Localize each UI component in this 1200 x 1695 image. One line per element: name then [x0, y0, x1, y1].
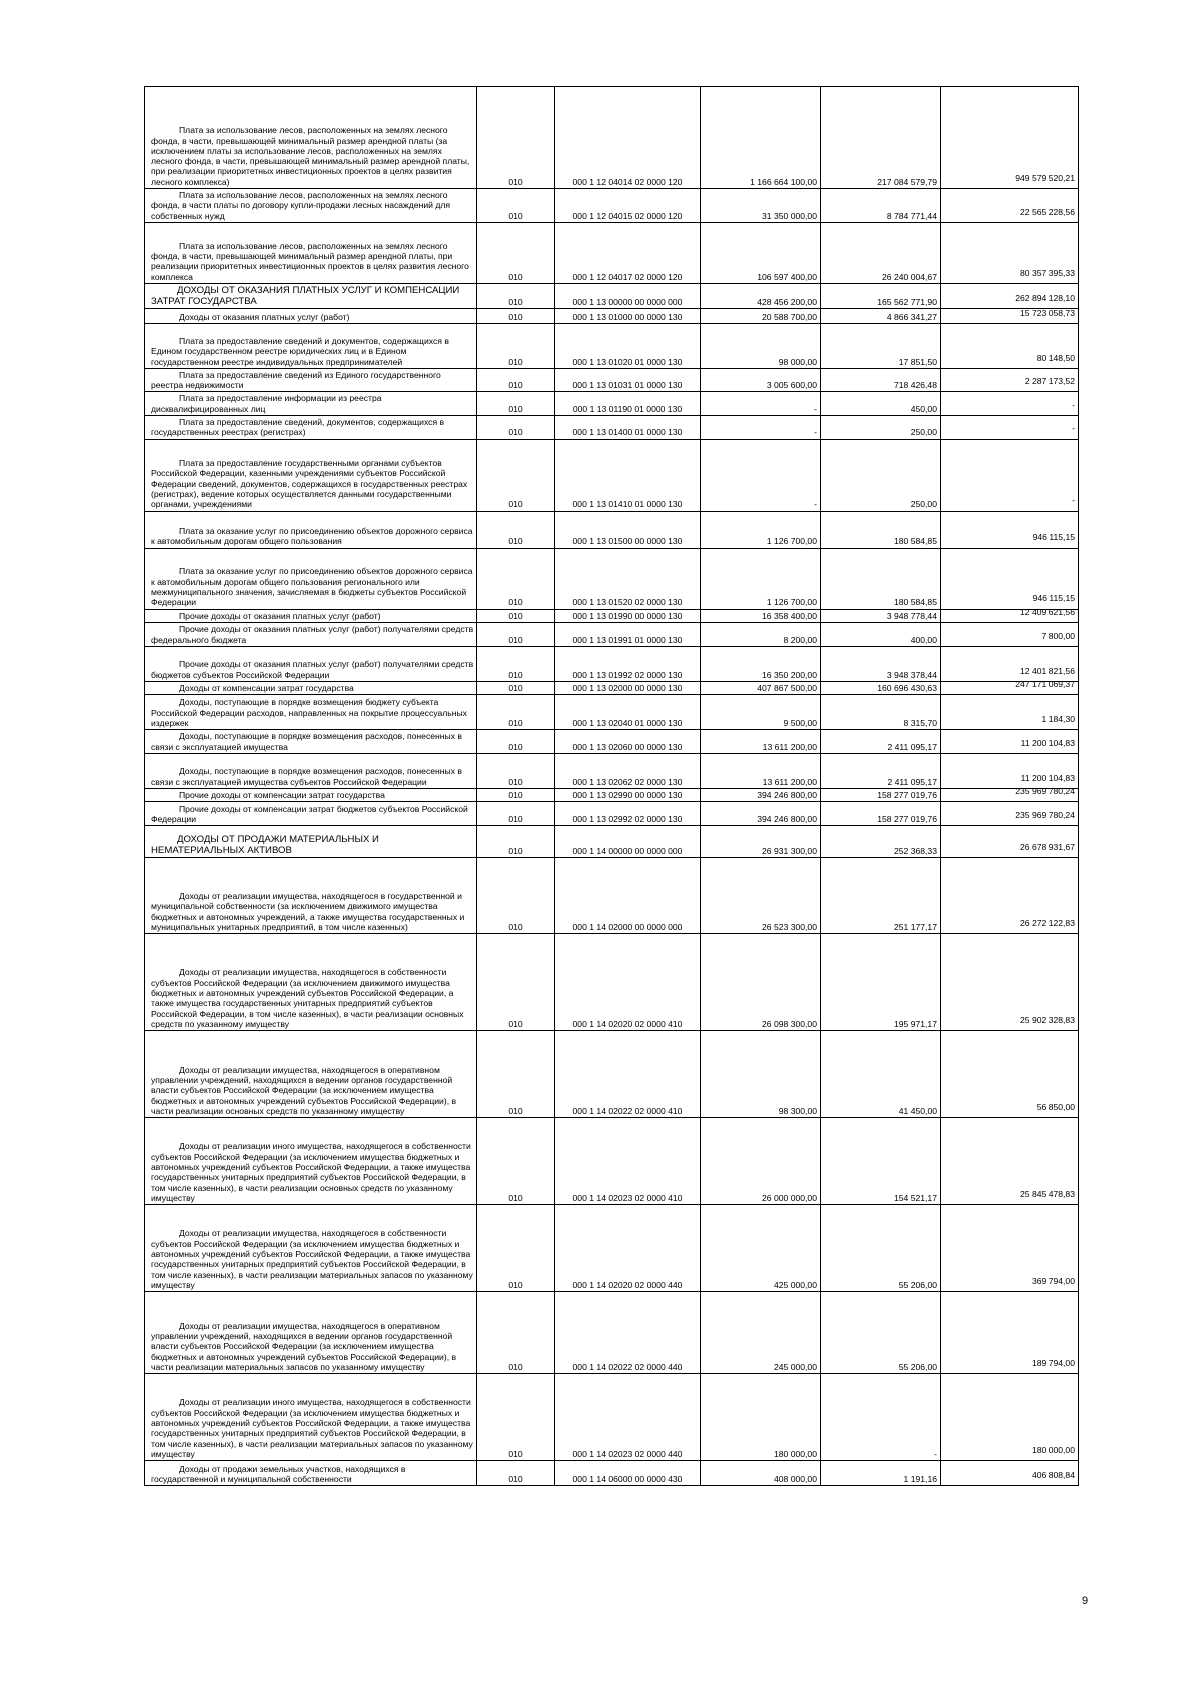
row-approved-amount: 1 166 664 100,00 [750, 176, 817, 187]
row-name: Доходы от реализации имущества, находящегося в оперативном управлении учреждений, находящихся в ведении органов государственной власти субъектов Российской Федерации (за исключением имущества бюджетных и автономных учреждений субъектов Российской Федерации), в части реализации материальных запасов по указанному имуществу [151, 1320, 457, 1372]
page-number: 9 [1082, 1595, 1089, 1607]
row-unexecuted-amount: 946 115,15 [1032, 593, 1075, 604]
row-name: Доходы, поступающие в порядке возмещения бюджету субъекта Российской Федерации расходов, направленных на покрытие процессуальных издержек [151, 697, 467, 728]
row-approved-amount: - [814, 427, 817, 438]
row-executed-amount: 250,00 [910, 427, 937, 438]
row-name: Прочие доходы от оказания платных услуг (работ) получателями средств бюджетов субъектов Российской Федерации [151, 659, 474, 680]
row-executed-amount: 158 277 019,76 [877, 813, 937, 824]
row-name: Плата за оказание услуг по присоединению объектов дорожного сервиса к автомобильным дорогам общего пользования [151, 526, 473, 547]
row-executed-amount: 41 450,00 [898, 1105, 937, 1116]
row-approved-amount: 1 126 700,00 [766, 597, 817, 608]
row-approved-amount: 13 611 200,00 [762, 776, 817, 787]
row-budget-code: 000 1 13 01520 02 0000 130 [572, 597, 683, 608]
row-approved-amount: 16 350 200,00 [762, 669, 817, 680]
row-unexecuted-amount: 262 894 128,10 [1015, 292, 1075, 303]
row-line-code: 010 [508, 634, 523, 645]
row-approved-amount: 428 456 200,00 [757, 296, 817, 307]
table-row [145, 439, 1079, 511]
table-row [145, 646, 1079, 681]
row-name: Плата за предоставление информации из реестра дисквалифицированных лиц [151, 393, 382, 414]
row-executed-amount: 217 084 579,79 [877, 176, 937, 187]
row-line-code: 010 [508, 499, 523, 510]
row-executed-amount: 718 426,48 [893, 380, 937, 391]
row-approved-amount: 26 523 300,00 [762, 921, 817, 932]
row-line-code: 010 [508, 1361, 523, 1372]
row-executed-amount: 55 206,00 [898, 1279, 937, 1290]
row-name: Доходы от продажи земельных участков, находящихся в государственной и муниципальной собственности [151, 1463, 406, 1484]
table-row [145, 1374, 1079, 1461]
table-row [145, 283, 1079, 308]
row-unexecuted-amount: 80 148,50 [1036, 352, 1075, 363]
row-line-code: 010 [508, 403, 523, 414]
row-line-code: 010 [508, 789, 523, 800]
budget-revenue-table [144, 86, 1078, 1486]
row-executed-amount: 1 191,16 [903, 1473, 937, 1484]
row-budget-code: 000 1 14 00000 00 0000 000 [572, 845, 683, 856]
row-budget-code: 000 1 14 02020 02 0000 440 [572, 1279, 683, 1290]
row-approved-amount: 26 931 300,00 [762, 845, 817, 856]
row-approved-amount: - [814, 499, 817, 510]
table-row [145, 1292, 1079, 1374]
row-name: Доходы от реализации имущества, находящегося в государственной и муниципальной собственности (за исключением движимого имущества бюджетных и автономных учреждений, а также имущества государственных и муниципальных унитарных предприятий, в том числе казенных) [151, 890, 465, 932]
row-name: Доходы, поступающие в порядке возмещения расходов, понесенных в связи с эксплуатацией имущества субъектов Российской Федерации [151, 766, 462, 787]
row-unexecuted-amount: 247 171 069,37 [1015, 678, 1075, 689]
row-executed-amount: 3 948 378,44 [886, 669, 937, 680]
row-line-code: 010 [508, 921, 523, 932]
table-row [145, 308, 1079, 323]
row-unexecuted-amount: 235 969 780,24 [1015, 809, 1075, 820]
row-approved-amount: 1 126 700,00 [766, 536, 817, 547]
row-line-code: 010 [508, 356, 523, 367]
row-unexecuted-amount: 26 678 931,67 [1020, 841, 1075, 852]
row-executed-amount: 3 948 778,44 [886, 610, 937, 621]
row-unexecuted-amount: 949 579 520,21 [1015, 172, 1075, 183]
table-row [145, 548, 1079, 609]
row-name: Плата за использование лесов, расположенных на землях лесного фонда, в части, превышающей минимальный размер арендной платы (за исключением платы за использование лесов, расположенных на землях лесного фонда, в части, превышающей минимальный размер арендной платы, при реализации приоритетных инвестиционных проектов в целях развития лесного комплекса) [151, 125, 470, 187]
table-row [145, 730, 1079, 754]
row-unexecuted-amount: 25 902 328,83 [1020, 1014, 1075, 1025]
row-line-code: 010 [508, 427, 523, 438]
row-name: Прочие доходы от компенсации затрат бюджетов субъектов Российской Федерации [151, 803, 468, 824]
row-approved-amount: 245 000,00 [773, 1361, 817, 1372]
row-approved-amount: 8 200,00 [783, 634, 817, 645]
row-executed-amount: 195 971,17 [893, 1018, 937, 1029]
row-name: Плата за предоставление сведений из Единого государственного реестра недвижимости [151, 369, 441, 391]
table-row [145, 1461, 1079, 1486]
row-unexecuted-amount: 56 850,00 [1036, 1101, 1075, 1112]
row-line-code: 010 [508, 741, 523, 752]
row-line-code: 010 [508, 210, 523, 221]
row-budget-code: 000 1 13 01190 01 0000 130 [572, 403, 683, 414]
row-budget-code: 000 1 14 02000 00 0000 000 [572, 921, 683, 932]
row-budget-code: 000 1 14 06000 00 0000 430 [572, 1473, 683, 1484]
row-budget-code: 000 1 13 02040 01 0000 130 [572, 717, 683, 728]
row-approved-amount: 98 000,00 [778, 356, 817, 367]
row-line-code: 010 [508, 1018, 523, 1029]
row-line-code: 010 [508, 536, 523, 547]
row-name: Доходы от реализации иного имущества, находящегося в собственности субъектов Российской Федерации (за исключением имущества бюджетных и автономных учреждений субъектов Российской Федерации, а также имущества государственных унитарных предприятий субъектов Российской Федерации, в том числе казенных), в части реализации основных средств по указанному имуществу [151, 1141, 471, 1203]
row-budget-code: 000 1 12 04014 02 0000 120 [572, 176, 683, 187]
row-unexecuted-amount: - [1072, 495, 1075, 506]
row-unexecuted-amount: 80 357 395,33 [1020, 267, 1075, 278]
row-name: Доходы от реализации имущества, находящегося в собственности субъектов Российской Федерации (за исключением движимого имущества бюджетных и автономных учреждений субъектов Российской Федерации, а также имущества государственных унитарных предприятий субъектов Российской Федерации, в том числе казенных), в части реализации основных средств по указанному имуществу [151, 967, 464, 1029]
table-row [145, 681, 1079, 694]
row-approved-amount: 407 867 500,00 [757, 682, 817, 693]
row-budget-code: 000 1 13 01400 01 0000 130 [572, 427, 683, 438]
row-approved-amount: 31 350 000,00 [762, 210, 817, 221]
row-executed-amount: 4 866 341,27 [886, 311, 937, 322]
row-approved-amount: 394 246 800,00 [757, 789, 817, 800]
row-approved-amount: 180 000,00 [773, 1448, 817, 1459]
row-approved-amount: 9 500,00 [783, 717, 817, 728]
row-executed-amount: 250,00 [910, 499, 937, 510]
row-budget-code: 000 1 13 01031 01 0000 130 [572, 380, 683, 391]
table-row [145, 87, 1079, 189]
row-budget-code: 000 1 12 04017 02 0000 120 [572, 271, 683, 282]
row-line-code: 010 [508, 845, 523, 856]
row-name: Плата за предоставление государственными органами субъектов Российской Федерации, казенными учреждениями субъектов Российской Федерации сведений, документов, содержащихся в государственных реестрах (регистрах), ведение которых осуществляется данными государственными органами, учреждениями [151, 458, 468, 510]
row-line-code: 010 [508, 682, 523, 693]
row-budget-code: 000 1 13 00000 00 0000 000 [572, 296, 683, 307]
table-row [145, 934, 1079, 1031]
row-executed-amount: - [934, 1448, 937, 1459]
row-budget-code: 000 1 13 01500 00 0000 130 [572, 536, 683, 547]
row-executed-amount: 2 411 095,17 [887, 741, 937, 752]
row-line-code: 010 [508, 380, 523, 391]
table-row [145, 1031, 1079, 1118]
row-approved-amount: 425 000,00 [773, 1279, 817, 1290]
row-unexecuted-amount: 406 808,84 [1031, 1469, 1075, 1480]
row-line-code: 010 [508, 1473, 523, 1484]
row-unexecuted-amount: 15 723 058,73 [1020, 307, 1075, 318]
row-executed-amount: 158 277 019,76 [877, 789, 937, 800]
row-budget-code: 000 1 14 02023 02 0000 410 [572, 1192, 683, 1203]
row-unexecuted-amount: 235 969 780,24 [1015, 785, 1075, 796]
row-executed-amount: 8 784 771,44 [886, 210, 937, 221]
row-approved-amount: 26 000 000,00 [762, 1192, 817, 1203]
row-executed-amount: 450,00 [910, 403, 937, 414]
row-executed-amount: 154 521,17 [893, 1192, 937, 1203]
row-budget-code: 000 1 13 02990 00 0000 130 [572, 789, 683, 800]
row-name: Доходы от компенсации затрат государства [179, 682, 354, 693]
row-name: Доходы от оказания платных услуг (работ) [179, 311, 350, 322]
row-approved-amount: 3 005 600,00 [766, 380, 817, 391]
row-name: Доходы от реализации иного имущества, находящегося в собственности субъектов Российской Федерации (за исключением имущества бюджетных и автономных учреждений субъектов Российской Федерации, а также имущества государственных унитарных предприятий субъектов Российской Федерации, в том числе казенных), в части реализации материальных запасов по указанному имуществу [151, 1397, 473, 1459]
row-approved-amount: 408 000,00 [773, 1473, 817, 1484]
row-executed-amount: 17 851,50 [898, 356, 937, 367]
row-line-code: 010 [508, 813, 523, 824]
row-executed-amount: 252 368,33 [893, 845, 937, 856]
table-row [145, 858, 1079, 934]
row-name: Прочие доходы от оказания платных услуг (работ) [179, 610, 381, 621]
row-approved-amount: 98 300,00 [778, 1105, 817, 1116]
row-unexecuted-amount: 25 845 478,83 [1020, 1188, 1075, 1199]
row-name: Доходы от реализации имущества, находящегося в собственности субъектов Российской Федерации (за исключением имущества бюджетных и автономных учреждений субъектов Российской Федерации, а также имущества государственных унитарных предприятий субъектов Российской Федерации, в том числе казенных), в части реализации материальных запасов по указанному имуществу [151, 1228, 473, 1290]
row-budget-code: 000 1 14 02020 02 0000 410 [572, 1018, 683, 1029]
row-unexecuted-amount: 11 200 104,83 [1020, 772, 1075, 783]
row-approved-amount: 106 597 400,00 [757, 271, 817, 282]
row-budget-code: 000 1 13 01991 01 0000 130 [572, 634, 683, 645]
table-row [145, 753, 1079, 788]
row-executed-amount: 180 584,85 [893, 536, 937, 547]
row-executed-amount: 165 562 771,90 [877, 296, 937, 307]
row-executed-amount: 160 696 430,63 [877, 682, 937, 693]
row-line-code: 010 [508, 717, 523, 728]
row-line-code: 010 [508, 1192, 523, 1203]
row-approved-amount: 26 098 300,00 [762, 1018, 817, 1029]
table-row [145, 222, 1079, 283]
row-approved-amount: - [814, 403, 817, 414]
row-unexecuted-amount: 12 401 821,56 [1020, 665, 1075, 676]
row-unexecuted-amount: 12 409 621,56 [1020, 606, 1075, 617]
row-unexecuted-amount: 2 287 173,52 [1024, 376, 1075, 387]
table-row [145, 1205, 1079, 1292]
row-unexecuted-amount: - [1072, 399, 1075, 410]
table-row [145, 189, 1079, 223]
row-budget-code: 000 1 13 01990 00 0000 130 [572, 610, 683, 621]
row-name: ДОХОДЫ ОТ ОКАЗАНИЯ ПЛАТНЫХ УСЛУГ И КОМПЕНСАЦИИ ЗАТРАТ ГОСУДАРСТВА [151, 284, 460, 307]
row-name: Плата за оказание услуг по присоединению объектов дорожного сервиса к автомобильным дорогам общего пользования регионального или межмуниципального значения, зачисляемая в бюджеты субъектов Российской Федерации [151, 566, 473, 608]
row-name: ДОХОДЫ ОТ ПРОДАЖИ МАТЕРИАЛЬНЫХ И НЕМАТЕРИАЛЬНЫХ АКТИВОВ [151, 834, 379, 857]
row-name: Доходы от реализации имущества, находящегося в оперативном управлении учреждений, находящихся в ведении органов государственной власти субъектов Российской Федерации (за исключением имущества бюджетных и автономных учреждений субъектов Российской Федерации), в части реализации основных средств по указанному имуществу [151, 1064, 457, 1116]
row-approved-amount: 13 611 200,00 [762, 741, 817, 752]
row-budget-code: 000 1 14 02022 02 0000 410 [572, 1105, 683, 1116]
row-name: Плата за использование лесов, расположенных на землях лесного фонда, в части платы по договору купли-продажи лесных насаждений для собственных нужд [151, 190, 451, 221]
row-budget-code: 000 1 13 02992 02 0000 130 [572, 813, 683, 824]
row-budget-code: 000 1 14 02023 02 0000 440 [572, 1448, 683, 1459]
row-line-code: 010 [508, 1105, 523, 1116]
table-row [145, 416, 1079, 440]
row-executed-amount: 8 315,70 [903, 717, 937, 728]
row-name: Плата за использование лесов, расположенных на землях лесного фонда, в части, превышающей минимальный размер арендной платы, при реализации приоритетных инвестиционных проектов в целях развития лесного комплекса [151, 240, 469, 282]
row-budget-code: 000 1 13 01000 00 0000 130 [572, 311, 683, 322]
row-budget-code: 000 1 12 04015 02 0000 120 [572, 210, 683, 221]
row-line-code: 010 [508, 176, 523, 187]
row-line-code: 010 [508, 776, 523, 787]
row-executed-amount: 55 206,00 [898, 1361, 937, 1372]
row-name: Доходы, поступающие в порядке возмещения расходов, понесенных в связи с эксплуатацией имущества [151, 731, 462, 752]
table-row [145, 392, 1079, 416]
row-approved-amount: 394 246 800,00 [757, 813, 817, 824]
table-row [145, 802, 1079, 826]
table-row [145, 788, 1079, 801]
row-executed-amount: 400,00 [910, 634, 937, 645]
row-budget-code: 000 1 13 02060 00 0000 130 [572, 741, 683, 752]
row-unexecuted-amount: 369 794,00 [1031, 1275, 1075, 1286]
row-budget-code: 000 1 13 01410 01 0000 130 [572, 499, 683, 510]
row-name: Плата за предоставление сведений, документов, содержащихся в государственных реестрах (регистрах) [151, 417, 445, 438]
table-row [145, 1118, 1079, 1205]
row-approved-amount: 20 588 700,00 [762, 311, 817, 322]
row-budget-code: 000 1 14 02022 02 0000 440 [572, 1361, 683, 1372]
row-unexecuted-amount: - [1072, 423, 1075, 434]
row-unexecuted-amount: 189 794,00 [1031, 1357, 1075, 1368]
row-line-code: 010 [508, 597, 523, 608]
row-line-code: 010 [508, 610, 523, 621]
table-row [145, 511, 1079, 548]
row-unexecuted-amount: 26 272 122,83 [1020, 917, 1075, 928]
row-line-code: 010 [508, 1279, 523, 1290]
table-row [145, 368, 1079, 392]
row-name: Прочие доходы от компенсации затрат государства [179, 789, 385, 800]
row-name: Плата за предоставление сведений и документов, содержащихся в Едином государственном реестре юридических лиц и в Едином государственном реестре индивидуальных предпринимателей [151, 336, 449, 367]
row-executed-amount: 26 240 004,67 [882, 271, 937, 282]
table-row [145, 323, 1079, 368]
row-executed-amount: 251 177,17 [893, 921, 937, 932]
row-budget-code: 000 1 13 01992 02 0000 130 [572, 669, 683, 680]
table-row [145, 695, 1079, 730]
row-approved-amount: 16 358 400,00 [762, 610, 817, 621]
row-unexecuted-amount: 11 200 104,83 [1020, 737, 1075, 748]
table-row [145, 609, 1079, 622]
row-executed-amount: 2 411 095,17 [887, 776, 937, 787]
row-line-code: 010 [508, 669, 523, 680]
table-row [145, 622, 1079, 646]
row-unexecuted-amount: 1 184,30 [1041, 713, 1075, 724]
row-line-code: 010 [508, 271, 523, 282]
row-unexecuted-amount: 180 000,00 [1031, 1444, 1075, 1455]
row-unexecuted-amount: 22 565 228,56 [1020, 206, 1075, 217]
row-unexecuted-amount: 946 115,15 [1032, 532, 1075, 543]
row-line-code: 010 [508, 296, 523, 307]
row-budget-code: 000 1 13 01020 01 0000 130 [572, 356, 683, 367]
row-budget-code: 000 1 13 02000 00 0000 130 [572, 682, 683, 693]
row-line-code: 010 [508, 311, 523, 322]
row-budget-code: 000 1 13 02062 02 0000 130 [572, 776, 683, 787]
row-line-code: 010 [508, 1448, 523, 1459]
row-name: Прочие доходы от оказания платных услуг (работ) получателями средств федерального бюджета [151, 624, 474, 645]
row-unexecuted-amount: 7 800,00 [1041, 630, 1075, 641]
table-row [145, 826, 1079, 858]
row-executed-amount: 180 584,85 [893, 597, 937, 608]
